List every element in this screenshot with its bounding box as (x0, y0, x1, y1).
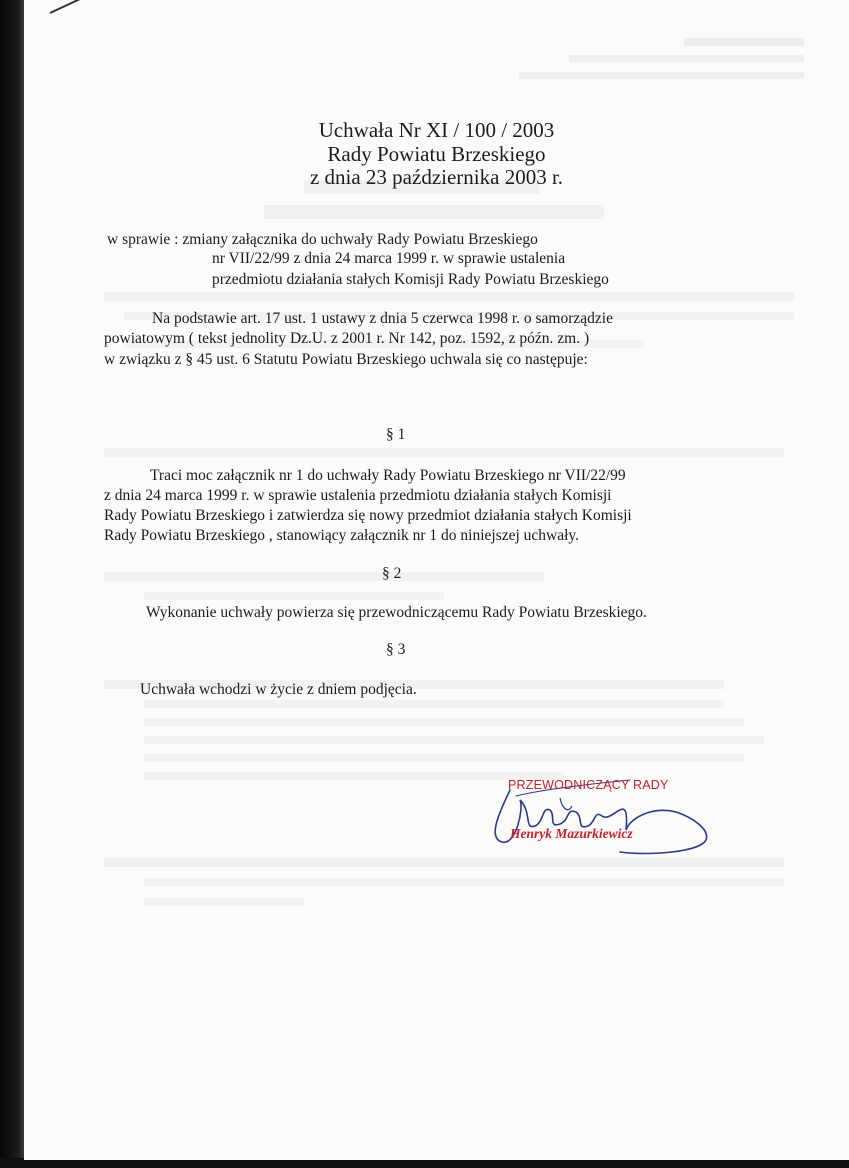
section-2-heading: § 2 (382, 565, 402, 582)
stamp-name: Henryk Mazurkiewicz (510, 826, 633, 841)
resolution-date: z dnia 23 października 2003 r. (309, 165, 564, 189)
subject-line-1: w sprawie : zmiany załącznika do uchwały Rady Powiatu Brzeskiego (107, 231, 538, 248)
section-1-line-2: z dnia 24 marca 1999 r. w sprawie ustalenia przedmiotu działania stałych Komisji (104, 487, 612, 504)
section-3-line-1: Uchwała wchodzi w życie z dniem podjęcia. (140, 681, 417, 698)
stamp-title: PRZEWODNICZĄCY RADY (508, 778, 669, 792)
legal-basis-line-3: w związku z § 45 ust. 6 Statutu Powiatu Brzeskiego uchwala się co następuje: (104, 351, 588, 368)
section-1-line-3: Rady Powiatu Brzeskiego i zatwierdza się nowy przedmiot działania stałych Komisji (104, 507, 632, 524)
subject-line-3: przedmiotu działania stałych Komisji Rady Powiatu Brzeskiego (212, 271, 609, 288)
legal-basis-line-1: Na podstawie art. 17 ust. 1 ustawy z dnia 5 czerwca 1998 r. o samorządzie (152, 310, 613, 327)
resolution-title: Uchwała Nr XI / 100 / 2003 (318, 118, 555, 142)
scan-left-edge (0, 0, 24, 1168)
section-1-line-4: Rady Powiatu Brzeskiego , stanowiący załącznik nr 1 do niniejszej uchwały. (104, 527, 580, 544)
section-1-heading: § 1 (386, 426, 406, 443)
section-2-line-1: Wykonanie uchwały powierza się przewodniczącemu Rady Powiatu Brzeskiego. (146, 604, 647, 621)
council-name: Rady Powiatu Brzeskiego (327, 142, 546, 166)
subject-line-2: nr VII/22/99 z dnia 24 marca 1999 r. w sprawie ustalenia (212, 250, 566, 267)
section-1-line-1: Traci moc załącznik nr 1 do uchwały Rady Powiatu Brzeskiego nr VII/22/99 (150, 467, 626, 484)
handwritten-signature (480, 760, 740, 860)
section-3-heading: § 3 (386, 641, 406, 658)
legal-basis-line-2: powiatowym ( tekst jednolity Dz.U. z 2001 r. Nr 142, poz. 1592, z późn. zm. ) (104, 330, 590, 347)
